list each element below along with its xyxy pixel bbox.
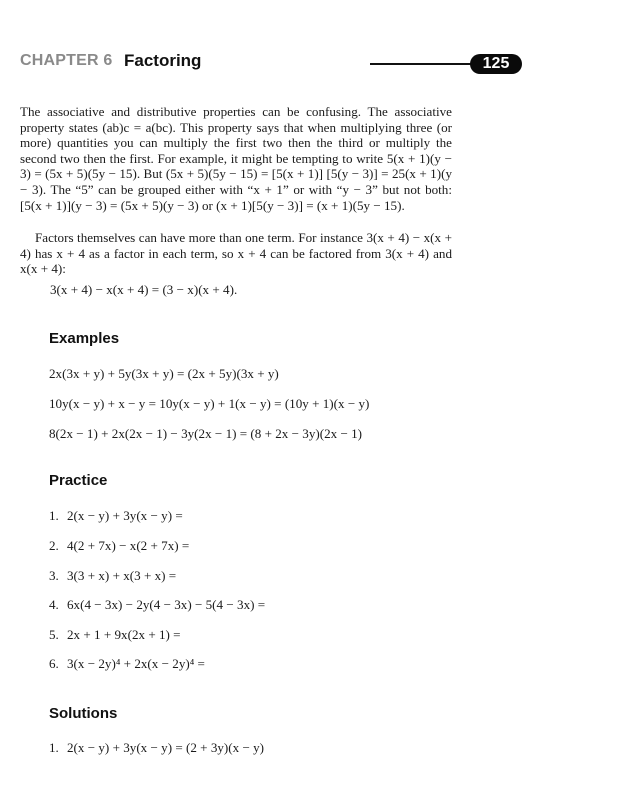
chapter-label: CHAPTER 6 — [20, 52, 113, 69]
solution-number: 1. — [49, 740, 59, 755]
practice-expression: 6x(4 − 3x) − 2y(4 − 3x) − 5(4 − 3x) = — [67, 597, 266, 612]
practice-number: 3. — [49, 568, 59, 583]
practice-number: 2. — [49, 538, 59, 553]
practice-expression: 2(x − y) + 3y(x − y) = — [67, 508, 183, 523]
practice-expression: 3(3 + x) + x(3 + x) = — [67, 568, 177, 583]
practice-number: 6. — [49, 656, 59, 671]
solutions-heading: Solutions — [49, 705, 118, 722]
practice-item — [49, 627, 181, 643]
example-item: 2x(3x + y) + 5y(3x + y) = (2x + 5y)(3x + y) — [49, 366, 279, 381]
practice-expression: 3(x − 2y)⁴ + 2x(x − 2y)⁴ = — [67, 656, 205, 671]
practice-expression: 4(2 + 7x) − x(2 + 7x) = — [67, 538, 190, 553]
practice-number: 5. — [49, 627, 59, 642]
practice-heading: Practice — [49, 472, 108, 489]
practice-item — [49, 568, 176, 584]
header-rule — [370, 63, 478, 65]
solution-expression: 2(x − y) + 3y(x − y) = (2 + 3y)(x − y) — [67, 740, 265, 755]
paragraph-factors: Factors themselves can have more than one term. For instance 3(x + 4) − x(x + 4) has x + 4 as a factor in each term, so x + 4 can be factored from 3(x + 4) and x(x + 4): — [20, 230, 452, 277]
solution-item — [49, 740, 264, 756]
practice-expression: 2x + 1 + 9x(2x + 1) = — [67, 627, 181, 642]
practice-number: 1. — [49, 508, 59, 523]
examples-heading: Examples — [49, 330, 120, 347]
practice-item — [49, 508, 183, 524]
practice-number: 4. — [49, 597, 59, 612]
practice-item — [49, 597, 265, 613]
practice-item — [49, 538, 189, 554]
example-item: 8(2x − 1) + 2x(2x − 1) − 3y(2x − 1) = (8 + 2x − 3y)(2x − 1) — [49, 426, 363, 441]
chapter-title: Factoring — [124, 51, 202, 70]
example-item: 10y(x − y) + x − y = 10y(x − y) + 1(x − y) = (10y + 1)(x − y) — [49, 396, 370, 411]
paragraph-associative: The associative and distributive properties can be confusing. The associative property states (ab)c = a(bc). This property says that when multiplying three (or more) quantities you can multiply the first two then the third or multiply the second two then the first. For example, it might be tempting to write 5(x + 1)(y − 3) = (5x + 5)(5y − 15). But (5x + 5)(5y − 15) = [5(x + 1)] [5(y − 3)] = 25(x + 1)(y − 3). The “5” can be grouped either with “x + 1” or with “y − 3” but not both: [5(x + 1)](y − 3) = (5x + 5)(y − 3) or (x + 1)[5(y − 3)] = (x + 1)(5y − 15). — [20, 104, 452, 213]
practice-item — [49, 656, 205, 672]
page-number-badge: 125 — [470, 54, 522, 74]
display-equation: 3(x + 4) − x(x + 4) = (3 − x)(x + 4). — [50, 282, 238, 297]
